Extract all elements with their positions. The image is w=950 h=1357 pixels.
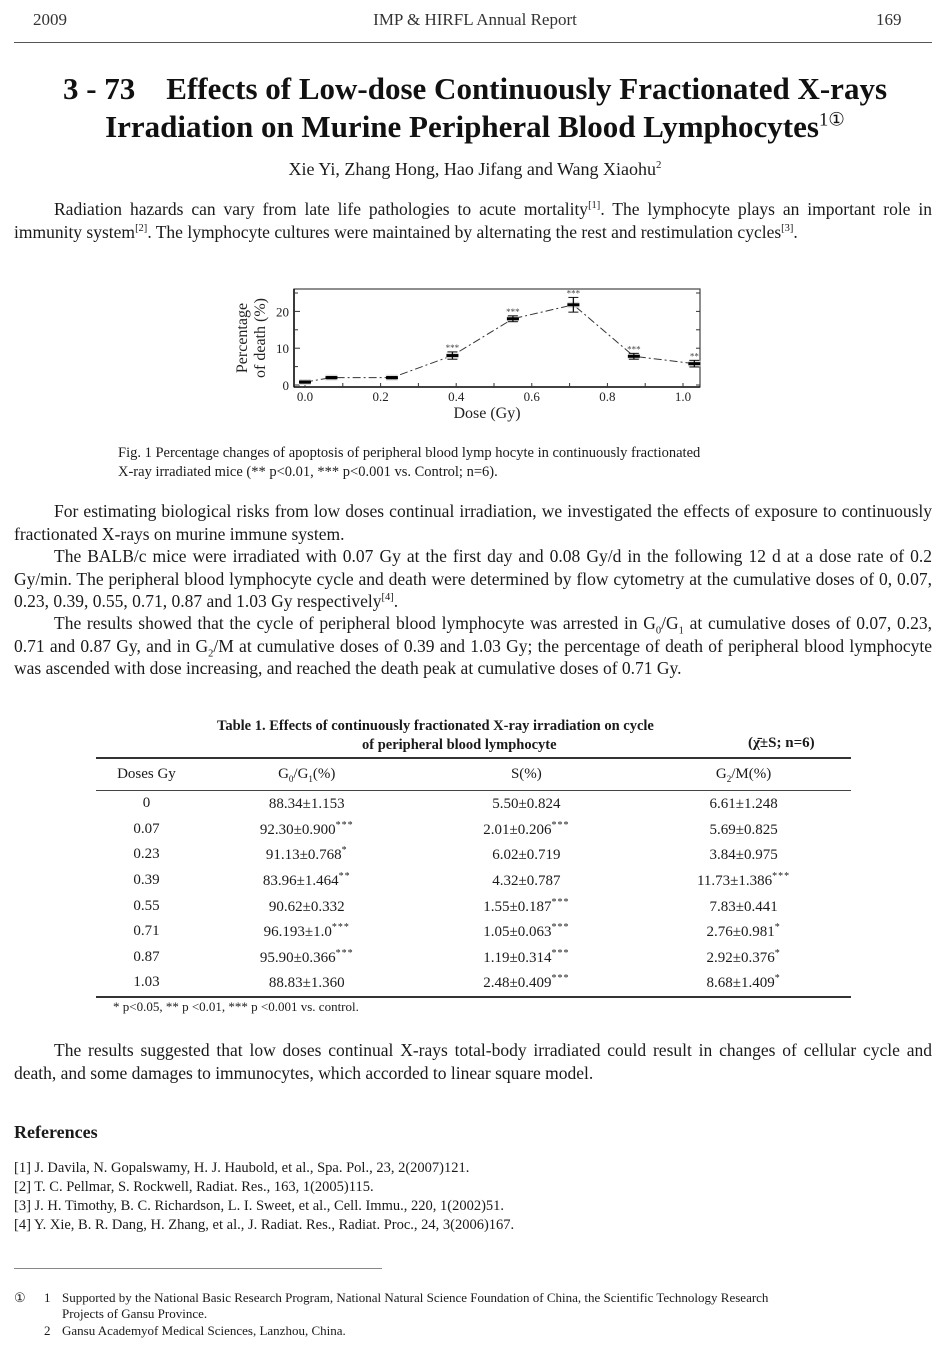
significance-mark: * bbox=[774, 922, 781, 934]
table-row bbox=[96, 817, 851, 843]
body-text: The results showed that the cycle of peripheral blood lymphocyte was arrested in G bbox=[54, 613, 656, 633]
g2m-cell bbox=[636, 842, 851, 868]
body-text: /G bbox=[661, 613, 679, 633]
body-paragraph-2: The BALB/c mice were irradiated with 0.07 Gy at the first day and 0.08 Gy/d in the following 12 d at a dose rate of 0.2 Gy/min. The peripheral blood lymphocyte cycle and death were determined by flow cytometry at the cumulative doses of 0, 0.07, 0.23, 0.39, 0.55, 0.71, 0.87 and 1.03 Gy respectively[4]. bbox=[14, 546, 932, 611]
cell-value: 2.92±0.376 bbox=[706, 949, 775, 966]
header-rule bbox=[14, 42, 932, 43]
table-row bbox=[96, 893, 851, 919]
significance-mark: *** bbox=[331, 922, 350, 934]
g2m-cell bbox=[636, 919, 851, 945]
figure-caption bbox=[118, 444, 838, 482]
significance-mark: *** bbox=[627, 344, 641, 355]
body-text: /M at cumulative doses of 0.39 and 1.03 Gy; the percentage of death of peripheral blood lymphocyte was ascended with dose increasing, and reached the death peak at cumulative doses of 0.71 Gy. bbox=[14, 635, 932, 678]
significance-mark: *** bbox=[506, 306, 520, 317]
citation-link[interactable]: [2] bbox=[135, 222, 148, 234]
dose-cell bbox=[96, 868, 197, 894]
significance-mark: *** bbox=[551, 922, 570, 934]
y-axis-label: of death (%) bbox=[252, 298, 269, 378]
dose-cell bbox=[96, 817, 197, 843]
x-tick-label: 0.8 bbox=[599, 389, 616, 404]
body-paragraph-1: For estimating biological risks from low doses continual irradiation, we investigated the effects of exposure to continuously fractionated X-rays on murine immune system. bbox=[14, 501, 932, 544]
footnote-1-number: 1 bbox=[44, 1290, 51, 1305]
authors bbox=[0, 159, 950, 180]
s-cell bbox=[417, 842, 637, 868]
cell-value: 7.83±0.441 bbox=[709, 898, 778, 915]
intro-text: . The lymphocyte cultures were maintained by alternating the rest and restimulation cycles bbox=[147, 221, 782, 242]
article-title-line2 bbox=[0, 108, 950, 145]
dose-cell bbox=[96, 945, 197, 971]
intro-paragraph bbox=[14, 198, 932, 243]
table-stat-note: (χ̄±S; n=6) bbox=[748, 735, 815, 751]
column-header: $G_0/G_1(\%)$ bbox=[197, 758, 417, 791]
data-point bbox=[299, 379, 311, 385]
x-tick-label: 0.6 bbox=[523, 389, 540, 404]
data-point bbox=[386, 375, 398, 381]
footnote-2: Gansu Academyof Medical Sciences, Lanzhou, China. bbox=[62, 1323, 346, 1338]
column-header: Doses Gy bbox=[96, 758, 197, 791]
figure-caption-line2: X-ray irradiated mice (** p<0.01, *** p<0.001 vs. Control; n=6). bbox=[118, 464, 498, 480]
cell-value: 1.19±0.314 bbox=[483, 949, 552, 966]
reference-item: [1] J. Davila, N. Gopalswamy, H. J. Haubold, et al., Spa. Pol., 23, 2(2007)121. bbox=[14, 1160, 470, 1176]
dose-cell bbox=[96, 893, 197, 919]
citation-link[interactable]: [1] bbox=[588, 200, 601, 212]
article-number: 3 - 73 bbox=[62, 71, 136, 106]
cell-value: 83.96±1.464 bbox=[262, 873, 339, 890]
table-title-line2: of peripheral blood lymphocyte bbox=[362, 737, 557, 753]
g0g1-cell bbox=[197, 919, 417, 945]
cell-value: 11.73±1.386 bbox=[696, 873, 773, 890]
cell-value: 2.48±0.409 bbox=[483, 975, 552, 992]
data-point bbox=[688, 351, 700, 367]
data-point bbox=[627, 344, 641, 359]
cell-value: 3.84±0.975 bbox=[709, 847, 778, 864]
authors-text: Xie Yi, Zhang Hong, Hao Jifang and Wang Xiaohu bbox=[288, 159, 657, 179]
cell-value: 88.83±1.360 bbox=[268, 975, 345, 992]
significance-mark: * bbox=[774, 947, 781, 959]
data-point bbox=[446, 343, 460, 359]
s-cell bbox=[417, 945, 637, 971]
significance-mark: *** bbox=[551, 819, 570, 831]
cell-value: 5.50±0.824 bbox=[492, 796, 561, 813]
significance-mark: *** bbox=[335, 819, 354, 831]
dose-cell bbox=[96, 791, 197, 817]
article-title-text2: Irradiation on Murine Peripheral Blood Lymphocytes bbox=[105, 109, 819, 144]
intro-text: Radiation hazards can vary from late life pathologies to acute mortality bbox=[54, 199, 589, 219]
cell-value: 96.193±1.0 bbox=[263, 924, 332, 941]
authors-mark: 2 bbox=[656, 159, 662, 171]
cell-value: 0.39 bbox=[133, 872, 160, 889]
footnote-mark: ① bbox=[14, 1290, 26, 1305]
cell-value: 91.13±0.768 bbox=[265, 847, 342, 864]
dose-cell bbox=[96, 842, 197, 868]
g0g1-cell bbox=[197, 791, 417, 817]
figure-1-chart bbox=[225, 285, 715, 425]
significance-mark: *** bbox=[551, 973, 570, 985]
table-footnote: * p<0.05, ** p <0.01, *** p <0.001 vs. control. bbox=[113, 999, 359, 1014]
table-row bbox=[96, 945, 851, 971]
x-tick-label: 0.2 bbox=[372, 389, 389, 404]
footnote-rule bbox=[14, 1268, 382, 1269]
body-paragraph-4: The results suggested that low doses continual X-rays total-body irradiated could result in changes of cellular cycle and death, and some damages to immunocytes, which accorded to linear square model. bbox=[14, 1040, 932, 1083]
significance-mark: ** bbox=[338, 871, 351, 883]
dose-cell bbox=[96, 919, 197, 945]
g2m-cell bbox=[636, 945, 851, 971]
cell-value: 0.87 bbox=[133, 948, 160, 965]
column-header: $G_2/M(\%)$ bbox=[636, 758, 851, 791]
cell-value: 95.90±0.366 bbox=[259, 949, 336, 966]
reference-item: [3] J. H. Timothy, B. C. Richardson, L. I. Sweet, et al., Cell. Immu., 220, 1(2002)51. bbox=[14, 1198, 505, 1214]
x-tick-label: 1.0 bbox=[674, 389, 692, 404]
g0g1-cell bbox=[197, 842, 417, 868]
footnote-1-line1: Supported by the National Basic Research Program, National Natural Science Foundation of China, the Scientific Technology Research bbox=[62, 1290, 769, 1305]
title-footnote-mark: 1① bbox=[818, 109, 845, 131]
table-header-row bbox=[96, 758, 851, 791]
cell-value: 92.30±0.900 bbox=[259, 821, 336, 838]
cell-value: 1.03 bbox=[133, 974, 160, 991]
table-row bbox=[96, 842, 851, 868]
cell-value: 2.76±0.981 bbox=[706, 924, 775, 941]
body-paragraph-3: The results showed that the cycle of peripheral blood lymphocyte was arrested in $G_0/G_1$ at cumulative doses of 0.07, 0.23, 0.71 and 0.87 Gy, and in $G_2/M$ at cumulative doses of 0.39 and 1.03 Gy; the percentage of death of peripheral blood lymphocyte was ascended with dose increasing, and reached the death peak at cumulative doses of 0.71 Gy. bbox=[14, 613, 933, 678]
cell-value: 0.07 bbox=[133, 820, 160, 837]
x-axis-label: Dose (Gy) bbox=[453, 405, 521, 422]
g0g1-cell bbox=[197, 817, 417, 843]
reference-item: [2] T. C. Pellmar, S. Rockwell, Radiat. Res., 163, 1(2005)115. bbox=[14, 1179, 374, 1195]
table-row bbox=[96, 868, 851, 894]
significance-mark: *** bbox=[772, 871, 791, 883]
cell-value: 8.68±1.409 bbox=[706, 975, 775, 992]
column-header: S(%) bbox=[417, 758, 637, 791]
cell-value: 0 bbox=[142, 795, 151, 812]
cell-value: 88.34±1.153 bbox=[268, 796, 345, 813]
y-tick-label: 10 bbox=[276, 341, 289, 357]
citation-link[interactable]: [4] bbox=[381, 592, 394, 604]
data-point bbox=[506, 307, 520, 322]
header-page-number: 169 bbox=[876, 10, 902, 29]
citation-link[interactable]: [3] bbox=[781, 222, 794, 234]
references-title: References bbox=[14, 1122, 98, 1142]
footnote-2-number: 2 bbox=[44, 1323, 51, 1338]
cell-value: 90.62±0.332 bbox=[268, 898, 345, 915]
cell-value: 6.02±0.719 bbox=[492, 847, 561, 864]
figure-caption-line1: Fig. 1 Percentage changes of apoptosis of peripheral blood lymp hocyte in continuously fractionated bbox=[118, 445, 701, 461]
article-title-text1: Effects of Low-dose Continuously Fractionated X-rays bbox=[166, 71, 888, 106]
s-cell bbox=[417, 893, 637, 919]
table-row bbox=[96, 919, 851, 945]
significance-mark: * bbox=[774, 973, 781, 985]
cell-value: 1.05±0.063 bbox=[483, 924, 552, 941]
cell-value: 5.69±0.825 bbox=[709, 821, 778, 838]
table-title-line1: Table 1. Effects of continuously fractionated X-ray irradiation on cycle bbox=[217, 718, 654, 734]
y-axis-label: Percentage bbox=[234, 302, 251, 374]
significance-mark: *** bbox=[566, 288, 581, 299]
y-tick-label: 20 bbox=[276, 304, 289, 320]
g0g1-cell bbox=[197, 970, 417, 997]
dose-cell bbox=[96, 970, 197, 997]
header-year: 2009 bbox=[33, 10, 67, 29]
g0g1-cell bbox=[197, 945, 417, 971]
significance-mark: *** bbox=[551, 896, 570, 908]
s-cell bbox=[417, 868, 637, 894]
significance-mark: *** bbox=[445, 342, 460, 353]
significance-mark: *** bbox=[551, 947, 570, 959]
intro-text: . The lymphocyte plays an important role in immunity system bbox=[14, 199, 932, 242]
table-row bbox=[96, 791, 851, 817]
reference-item: [4] Y. Xie, B. R. Dang, H. Zhang, et al., J. Radiat. Res., Radiat. Proc., 24, 3(2006)167. bbox=[14, 1217, 515, 1233]
footnote-1-line2: Projects of Gansu Province. bbox=[62, 1306, 208, 1321]
significance-mark: ** bbox=[689, 351, 699, 362]
g2m-cell bbox=[636, 817, 851, 843]
s-cell bbox=[417, 970, 637, 997]
g0g1-cell bbox=[197, 893, 417, 919]
cell-value: 1.55±0.187 bbox=[483, 898, 552, 915]
s-cell bbox=[417, 791, 637, 817]
body-text: at cumulative doses of 0.07, 0.23, 0.71 and 0.87 Gy, and in G bbox=[14, 613, 933, 656]
body-text: The BALB/c mice were irradiated with 0.07 Gy at the first day and 0.08 Gy/d in the following 12 d at a dose rate of 0.2 Gy/min. The peripheral blood lymphocyte cycle and death were determined by flow cytometry at the cumulative doses of 0, 0.07, 0.23, 0.39, 0.55, 0.71, 0.87 and 1.03 Gy respectively bbox=[14, 546, 932, 611]
g2m-cell bbox=[636, 970, 851, 997]
s-cell bbox=[417, 919, 637, 945]
cell-value: 4.32±0.787 bbox=[492, 873, 561, 890]
data-point bbox=[325, 375, 337, 381]
intro-text: . bbox=[793, 221, 798, 242]
cell-value: 0.55 bbox=[133, 897, 160, 914]
cell-value: 2.01±0.206 bbox=[483, 821, 552, 838]
significance-mark: * bbox=[341, 845, 348, 857]
g2m-cell bbox=[636, 791, 851, 817]
y-tick-label: 0 bbox=[282, 378, 289, 393]
g2m-cell bbox=[636, 893, 851, 919]
significance-mark: *** bbox=[335, 947, 354, 959]
x-tick-label: 0.0 bbox=[296, 389, 314, 404]
x-tick-label: 0.4 bbox=[448, 389, 465, 404]
g2m-cell bbox=[636, 868, 851, 894]
g0g1-cell bbox=[197, 868, 417, 894]
cell-value: 0.71 bbox=[133, 923, 160, 940]
article-title-line1 bbox=[0, 70, 950, 107]
table-row bbox=[96, 970, 851, 997]
header-journal: IMP & HIRFL Annual Report bbox=[373, 10, 577, 29]
s-cell bbox=[417, 817, 637, 843]
cell-value: 6.61±1.248 bbox=[709, 796, 778, 813]
data-table bbox=[96, 758, 851, 998]
cell-value: 0.23 bbox=[133, 846, 160, 863]
